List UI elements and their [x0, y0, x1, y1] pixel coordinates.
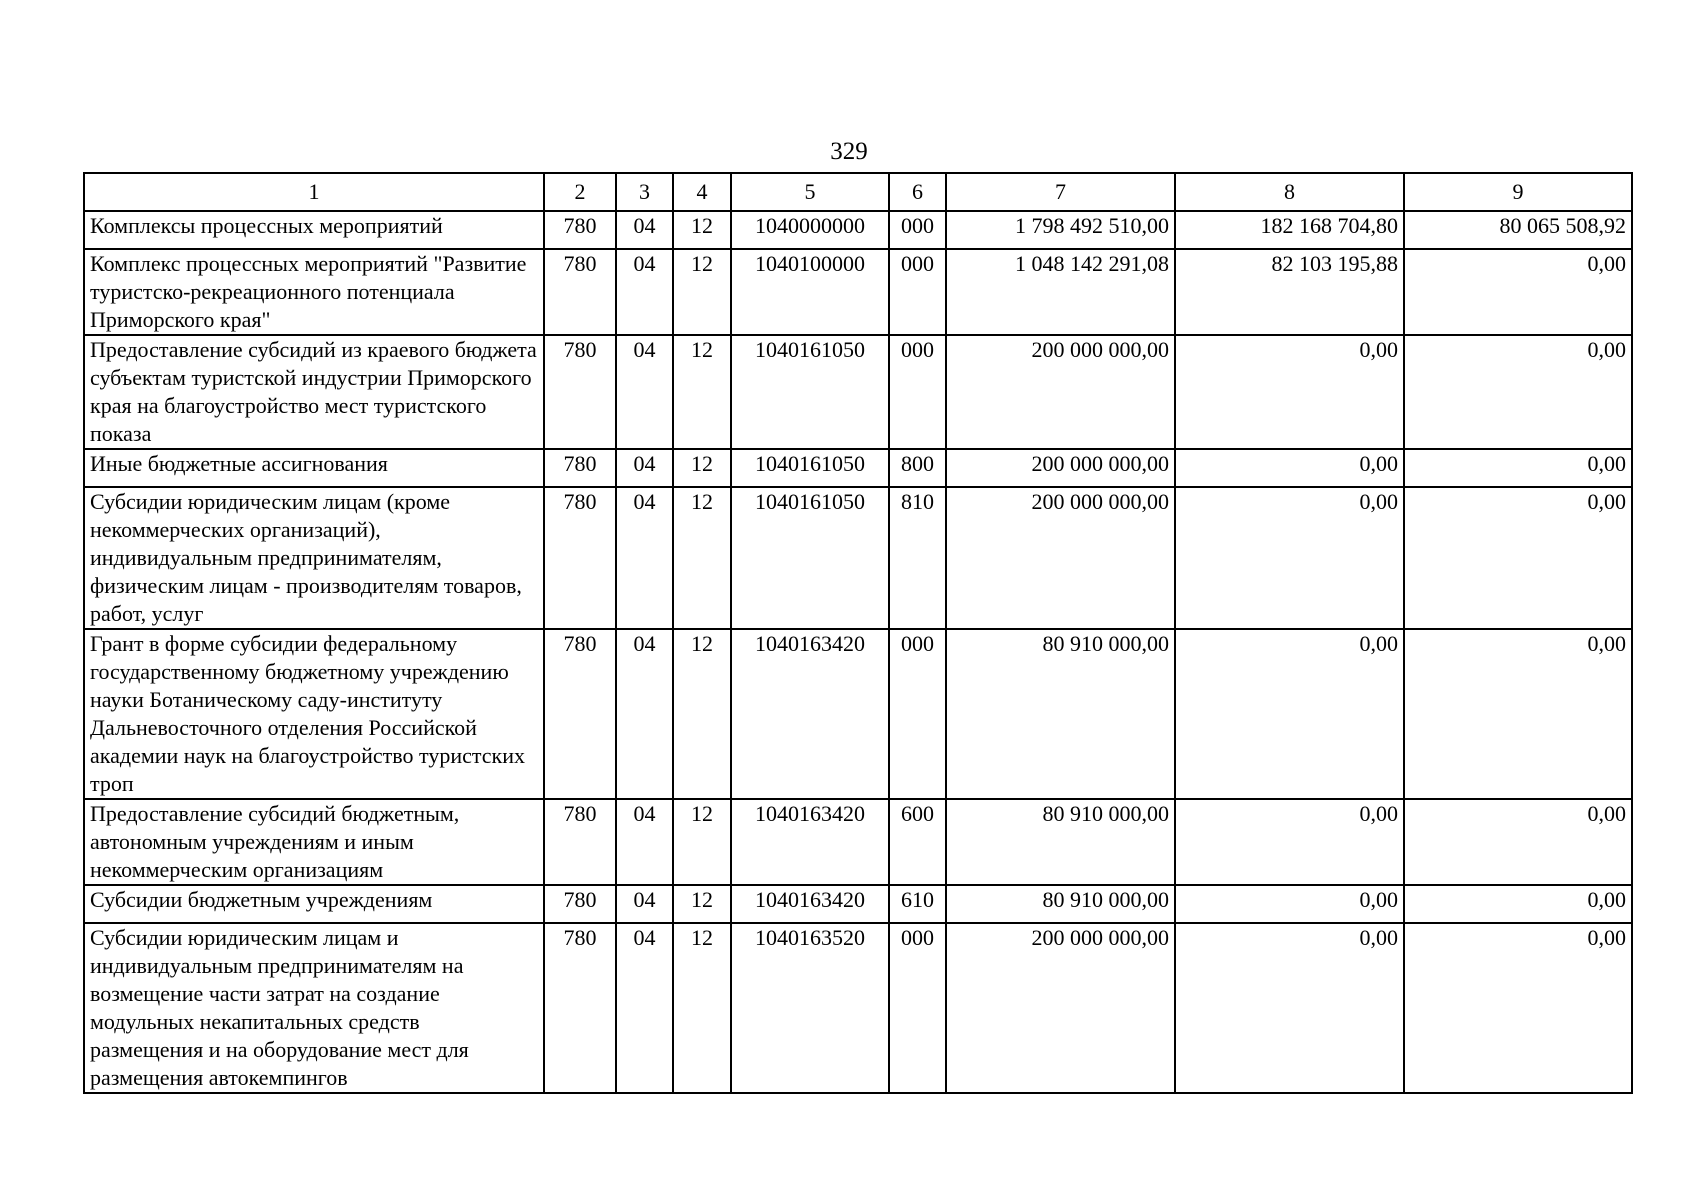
- code-cell: 000: [889, 211, 946, 249]
- table-row: [84, 449, 1632, 487]
- amount-cell: 200 000 000,00: [946, 487, 1175, 629]
- code-cell: 04: [616, 629, 673, 799]
- column-header: 1: [84, 173, 544, 211]
- code-cell: 1040163420: [731, 885, 889, 923]
- code-cell: 1040161050: [731, 335, 889, 449]
- header-row: [84, 173, 1632, 211]
- column-header: 5: [731, 173, 889, 211]
- page-number: 329: [830, 138, 868, 165]
- code-cell: 12: [673, 487, 731, 629]
- row-name: Комплекс процессных мероприятий "Развитие туристско-рекреационного потенциала Приморского края": [84, 249, 544, 335]
- code-cell: 12: [673, 799, 731, 885]
- table-row: [84, 799, 1632, 885]
- code-cell: 780: [544, 629, 616, 799]
- amount-cell: 1 798 492 510,00: [946, 211, 1175, 249]
- amount-cell: 0,00: [1175, 923, 1404, 1093]
- amount-cell: 200 000 000,00: [946, 335, 1175, 449]
- code-cell: 780: [544, 335, 616, 449]
- code-cell: 04: [616, 487, 673, 629]
- amount-cell: 80 910 000,00: [946, 629, 1175, 799]
- code-cell: 000: [889, 249, 946, 335]
- table-row: [84, 249, 1632, 335]
- amount-cell: 80 910 000,00: [946, 799, 1175, 885]
- code-cell: 1040163520: [731, 923, 889, 1093]
- row-name: Комплексы процессных мероприятий: [84, 211, 544, 249]
- column-header: 3: [616, 173, 673, 211]
- code-cell: 04: [616, 923, 673, 1093]
- code-cell: 1040161050: [731, 487, 889, 629]
- amount-cell: 182 168 704,80: [1175, 211, 1404, 249]
- amount-cell: 0,00: [1404, 629, 1632, 799]
- amount-cell: 82 103 195,88: [1175, 249, 1404, 335]
- amount-cell: 200 000 000,00: [946, 449, 1175, 487]
- code-cell: 04: [616, 249, 673, 335]
- column-header: 6: [889, 173, 946, 211]
- row-name: Субсидии бюджетным учреждениям: [84, 885, 544, 923]
- table-row: [84, 629, 1632, 799]
- amount-cell: 0,00: [1404, 487, 1632, 629]
- code-cell: 1040163420: [731, 629, 889, 799]
- code-cell: 04: [616, 211, 673, 249]
- code-cell: 780: [544, 923, 616, 1093]
- code-cell: 1040163420: [731, 799, 889, 885]
- column-header: 7: [946, 173, 1175, 211]
- amount-cell: 0,00: [1175, 799, 1404, 885]
- amount-cell: 0,00: [1404, 449, 1632, 487]
- code-cell: 780: [544, 249, 616, 335]
- code-cell: 000: [889, 335, 946, 449]
- code-cell: 800: [889, 449, 946, 487]
- code-cell: 1040000000: [731, 211, 889, 249]
- code-cell: 610: [889, 885, 946, 923]
- table-row: [84, 923, 1632, 1093]
- row-name: Предоставление субсидий из краевого бюджета субъектам туристской индустрии Приморского края на благоустройство мест туристского показа: [84, 335, 544, 449]
- table-header: [84, 173, 1632, 211]
- row-name: Субсидии юридическим лицам (кроме некоммерческих организаций), индивидуальным предпринимателям, физическим лицам - производителям товаров, работ, услуг: [84, 487, 544, 629]
- code-cell: 04: [616, 885, 673, 923]
- table-row: [84, 885, 1632, 923]
- table-row: [84, 335, 1632, 449]
- row-name: Иные бюджетные ассигнования: [84, 449, 544, 487]
- amount-cell: 200 000 000,00: [946, 923, 1175, 1093]
- table-row: [84, 487, 1632, 629]
- code-cell: 12: [673, 335, 731, 449]
- amount-cell: 80 910 000,00: [946, 885, 1175, 923]
- code-cell: 1040100000: [731, 249, 889, 335]
- code-cell: 780: [544, 487, 616, 629]
- code-cell: 04: [616, 799, 673, 885]
- row-name: Предоставление субсидий бюджетным, автономным учреждениям и иным некоммерческим организациям: [84, 799, 544, 885]
- column-header: 4: [673, 173, 731, 211]
- code-cell: 12: [673, 885, 731, 923]
- code-cell: 600: [889, 799, 946, 885]
- row-name: Грант в форме субсидии федеральному государственному бюджетному учреждению науки Ботаническому саду-институту Дальневосточного отделения Российской академии наук на благоустройство туристских троп: [84, 629, 544, 799]
- code-cell: 04: [616, 335, 673, 449]
- code-cell: 12: [673, 923, 731, 1093]
- code-cell: 1040161050: [731, 449, 889, 487]
- amount-cell: 0,00: [1175, 629, 1404, 799]
- code-cell: 780: [544, 885, 616, 923]
- row-name: Субсидии юридическим лицам и индивидуальным предпринимателям на возмещение части затрат на создание модульных некапитальных средств размещения и на оборудование мест для размещения автокемпингов: [84, 923, 544, 1093]
- code-cell: 04: [616, 449, 673, 487]
- budget-table: [83, 172, 1633, 1094]
- code-cell: 000: [889, 923, 946, 1093]
- amount-cell: 0,00: [1404, 923, 1632, 1093]
- amount-cell: 0,00: [1404, 335, 1632, 449]
- column-header: 9: [1404, 173, 1632, 211]
- code-cell: 810: [889, 487, 946, 629]
- table-body: [84, 211, 1632, 1093]
- code-cell: 780: [544, 449, 616, 487]
- code-cell: 780: [544, 799, 616, 885]
- amount-cell: 0,00: [1175, 449, 1404, 487]
- code-cell: 12: [673, 629, 731, 799]
- code-cell: 780: [544, 211, 616, 249]
- amount-cell: 0,00: [1404, 249, 1632, 335]
- amount-cell: 1 048 142 291,08: [946, 249, 1175, 335]
- column-header: 2: [544, 173, 616, 211]
- amount-cell: 0,00: [1175, 487, 1404, 629]
- amount-cell: 0,00: [1404, 799, 1632, 885]
- code-cell: 12: [673, 449, 731, 487]
- amount-cell: 0,00: [1175, 335, 1404, 449]
- code-cell: 000: [889, 629, 946, 799]
- column-header: 8: [1175, 173, 1404, 211]
- code-cell: 12: [673, 249, 731, 335]
- amount-cell: 0,00: [1175, 885, 1404, 923]
- amount-cell: 80 065 508,92: [1404, 211, 1632, 249]
- amount-cell: 0,00: [1404, 885, 1632, 923]
- table-row: [84, 211, 1632, 249]
- code-cell: 12: [673, 211, 731, 249]
